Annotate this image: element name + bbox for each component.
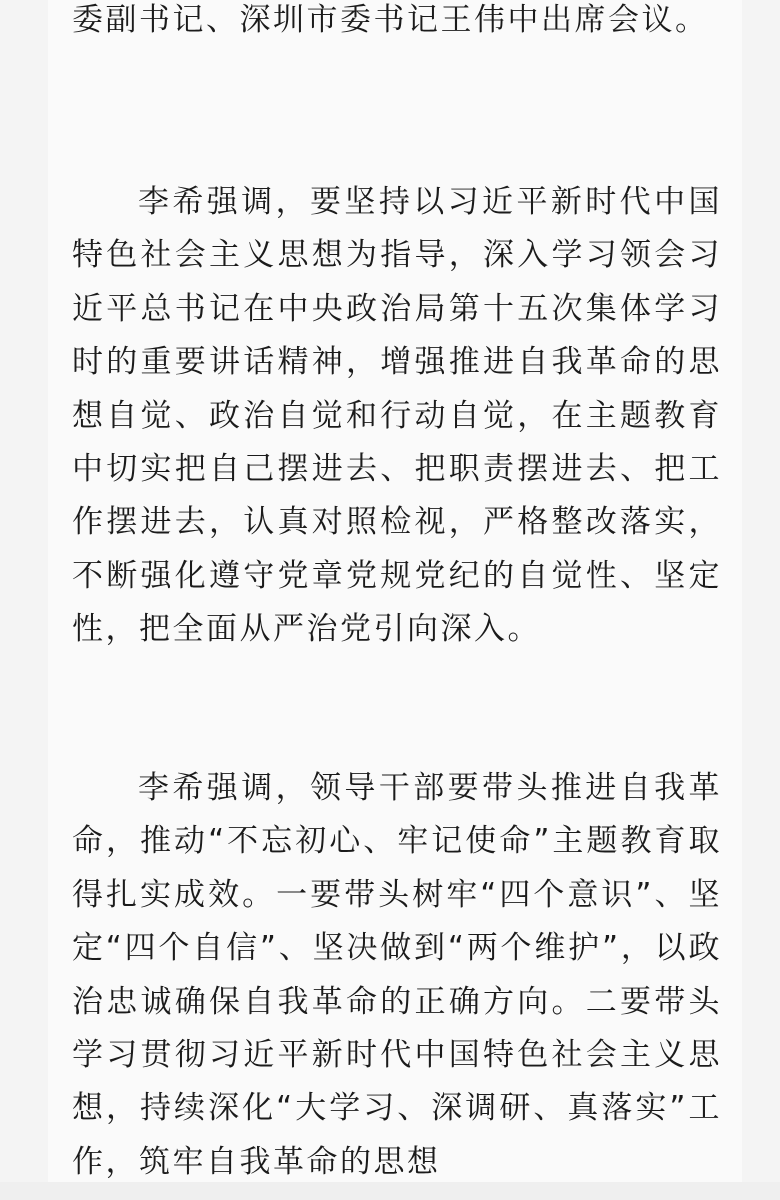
article-body — [48, 0, 742, 1182]
page-bottom-edge — [0, 1182, 780, 1200]
article-paragraph: 李希强调，领导干部要带头推进自我革命，推动“不忘初心、牢记使命”主题教育取得扎实成效。一要带头树牢“四个意识”、坚定“四个自信”、坚决做到“两个维护”，以政治忠诚确保自我革命的正确方向。二要带头学习贯彻习近平新时代中国特色社会主义思想，持续深化“大学习、深调研、真落实”工作，筑牢自我革命的思想 — [72, 770, 722, 1180]
article-paragraph: 李希强调，要坚持以习近平新时代中国特色社会主义思想为指导，深入学习领会习近平总书记在中央政治局第十五次集体学习时的重要讲话精神，增强推进自我革命的思想自觉、政治自觉和行动自觉，在主题教育中切实把自己摆进去、把职责摆进去、把工作摆进去，认真对照检视，严格整改落实，不断强化遵守党章党规党纪的自觉性、坚定性，把全面从严治党引向深入。 — [72, 184, 722, 648]
article-paragraph: 委副书记、深圳市委书记王伟中出席会议。 — [72, 2, 709, 38]
